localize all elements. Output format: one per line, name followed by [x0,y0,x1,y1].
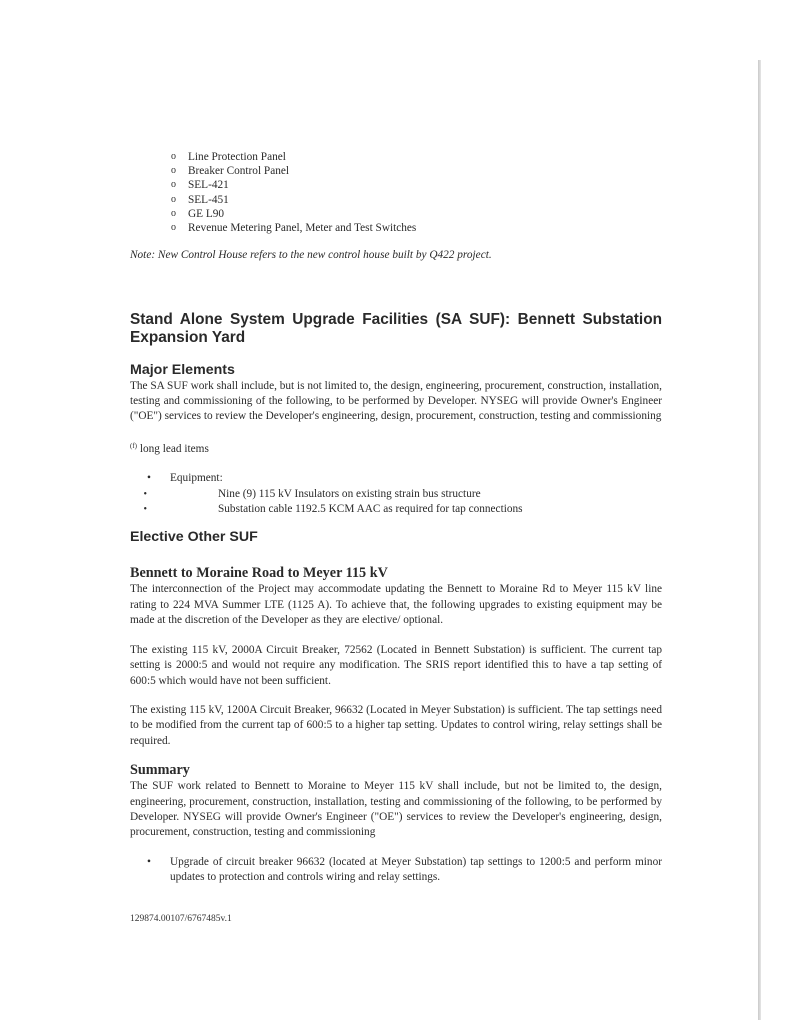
list-item: o Line Protection Panel [130,150,662,164]
long-lead-marker: (f) [130,441,137,450]
equipment-label: Equipment: [170,472,223,485]
list-item: o SEL-451 [130,193,662,207]
summary-body: The SUF work related to Bennett to Moraine to Meyer 115 kV shall include, but not be limited to, the design, engineering, procurement, construction, installation, testing and commissioning of the following, to be performed by Developer. NYSEG will provide Owner's Engineer ("OE") services to review the Developer's engineering, design, procurement, construction, testing and commissioning [130,780,662,839]
elective-heading: Elective Other SUF [130,529,258,546]
bennett-moraine-meyer-heading: Bennett to Moraine Road to Meyer 115 kV [130,565,388,582]
list-item: • Nine (9) 115 kV Insulators on existing strain bus structure [130,487,662,502]
list-item: o Breaker Control Panel [130,164,662,178]
list-item: • Substation cable 1192.5 KCM AAC as required for tap connections [130,502,662,517]
control-house-equipment-list [130,150,662,235]
elective-paragraph-1: The interconnection of the Project may accommodate updating the Bennett to Moraine Rd to Meyer 115 kV line rating to 224 MVA Summer LTE (1125 A). To achieve that, the following upgrades to existing equipment may be made at the discretion of the Developer as they are elective/ optional. [130,583,662,627]
list-item: o Revenue Metering Panel, Meter and Test Switches [130,221,662,235]
list-item: o GE L90 [130,207,662,221]
major-elements-body: The SA SUF work shall include, but is not limited to, the design, engineering, procurement, construction, installation, testing and commissioning of the following, to be performed by Developer. NYSEG will provide Owner's Engineer ("OE") services to review the Developer's engineering, design, procurement, construction, testing and commissioning [130,379,662,423]
list-item: • Upgrade of circuit breaker 96632 (located at Meyer Substation) tap settings to 1200:5 and perform minor updates to protection and controls wiring and relay settings. [130,855,662,886]
equipment-list [130,471,662,517]
summary-heading: Summary [130,762,190,779]
page-content [130,150,662,886]
document-footer-id: 129874.00107/6767485v.1 [130,914,232,924]
long-lead-text: long lead items [137,442,209,455]
elective-paragraph-2: The existing 115 kV, 2000A Circuit Breaker, 72562 (Located in Bennett Substation) is sufficient. The current tap setting is 2000:5 and would not require any modification. The SRIS report identified this to have a tap setting of 600:5 which would have not been sufficient. [130,643,662,687]
major-elements-heading: Major Elements [130,361,235,378]
note-text: Note: New Control House refers to the new control house built by Q422 project. [130,249,492,262]
equipment-sub-list [130,487,662,518]
summary-bullets [130,855,662,886]
list-item: o SEL-421 [130,178,662,192]
elective-paragraph-3: The existing 115 kV, 1200A Circuit Breaker, 96632 (Located in Meyer Substation) is sufficient. The tap settings need to be modified from the current tap of 600:5 to a higher tap setting. Updates to control wiring, relay settings shall be required. [130,703,662,747]
list-item [130,471,662,517]
scan-edge-line [758,60,761,1020]
section-heading-sa-suf: Stand Alone System Upgrade Facilities (SA SUF): Bennett Substation Expansion Yard [130,310,662,346]
long-lead-note [130,439,662,457]
